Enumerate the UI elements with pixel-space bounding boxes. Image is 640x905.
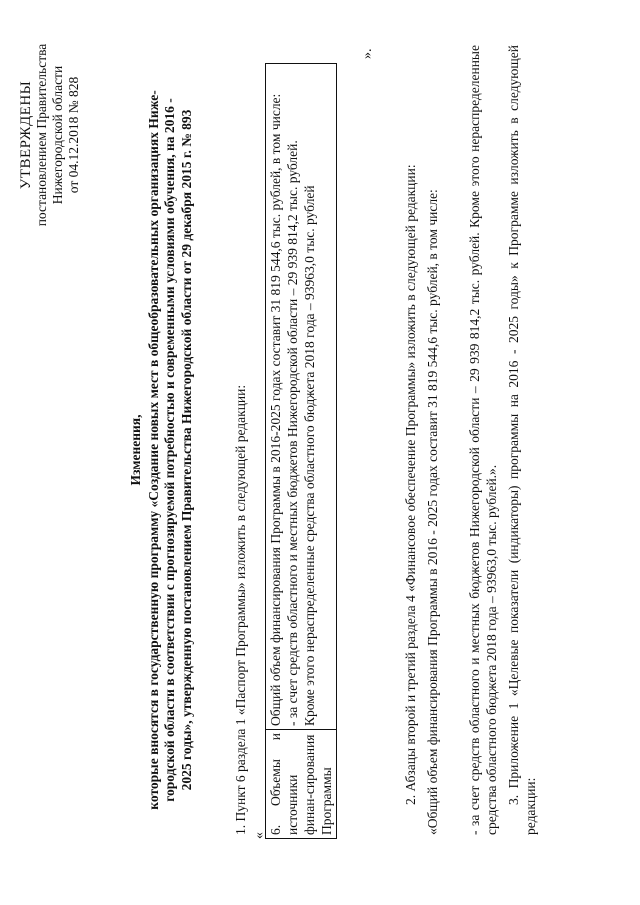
title-line-3: 2025 годы», утвержденную постановлением Правительства Нижегородской области от 29 декабря 2015 г. № 893 <box>178 109 194 791</box>
approval-region-line: Нижегородской области <box>50 65 65 205</box>
item-2-text: 2. Абзацы второй и третий раздела 4 «Финансовое обеспечение Программы» изложить в следующей редакции: <box>403 164 418 805</box>
item-1-text: 1. Пункт 6 раздела 1 «Паспорт Программы» изложить в следующей редакции: <box>233 384 248 835</box>
funding-total-text: Общий объем финансирования Программы в 2016-2025 годах составит 31 819 544,6 тыс. рублей, в том числе: <box>268 93 283 726</box>
funding-unallocated-text: Кроме этого нераспределенные средства областного бюджета 2018 года – 93963,0 тыс. рублей <box>302 185 317 726</box>
item-2-quote-1: «Общий объем финансирования Программы в 2016 - 2025 годах составит 31 819 544,6 тыс. рублей, в том числе: <box>425 189 440 835</box>
quote-open-mark: « <box>252 832 267 839</box>
passport-table <box>265 63 337 839</box>
item-3-text: 3. Приложение 1 «Целевые показатели (индикаторы) программы на 2016 - 2025 годы» к Программе изложить в следующей редакции: <box>506 45 538 835</box>
table-row <box>266 64 337 839</box>
approval-stamp <box>18 15 82 255</box>
item-2-quote-2: - за счет средств областного и местных бюджетов Нижегородской области – 29 939 814,2 тыс. рублей. Кроме этого нераспределенные средства областного бюджета 2018 года – 93963,0 тыс. рублей.». <box>467 45 499 835</box>
title-heading: Изменения, <box>128 414 143 486</box>
title-line-1: которые вносятся в государственную программу «Создание новых мест в общеобразовательных организациях Ниже- <box>145 90 161 810</box>
approval-decree-line: постановлением Правительства <box>34 43 49 227</box>
table-cell-funding <box>266 64 337 730</box>
approval-date-number: от 04.12.2018 № 828 <box>66 76 81 194</box>
document-title <box>128 50 195 850</box>
title-line-2: городской области в соответствии с прогнозируемой потребностью и современными условиями обучения, на 2016 - <box>162 98 177 802</box>
funding-budget-text: - за счет средств областного и местных бюджетов Нижегородской области – 29 939 814,2 тыс. рублей. <box>285 140 300 726</box>
quote-close-mark: ». <box>360 48 375 59</box>
table-cell-item-name: 6. Объемы и источники финан-сирования Программы <box>266 730 337 839</box>
approval-title: УТВЕРЖДЕНЫ <box>18 80 34 190</box>
